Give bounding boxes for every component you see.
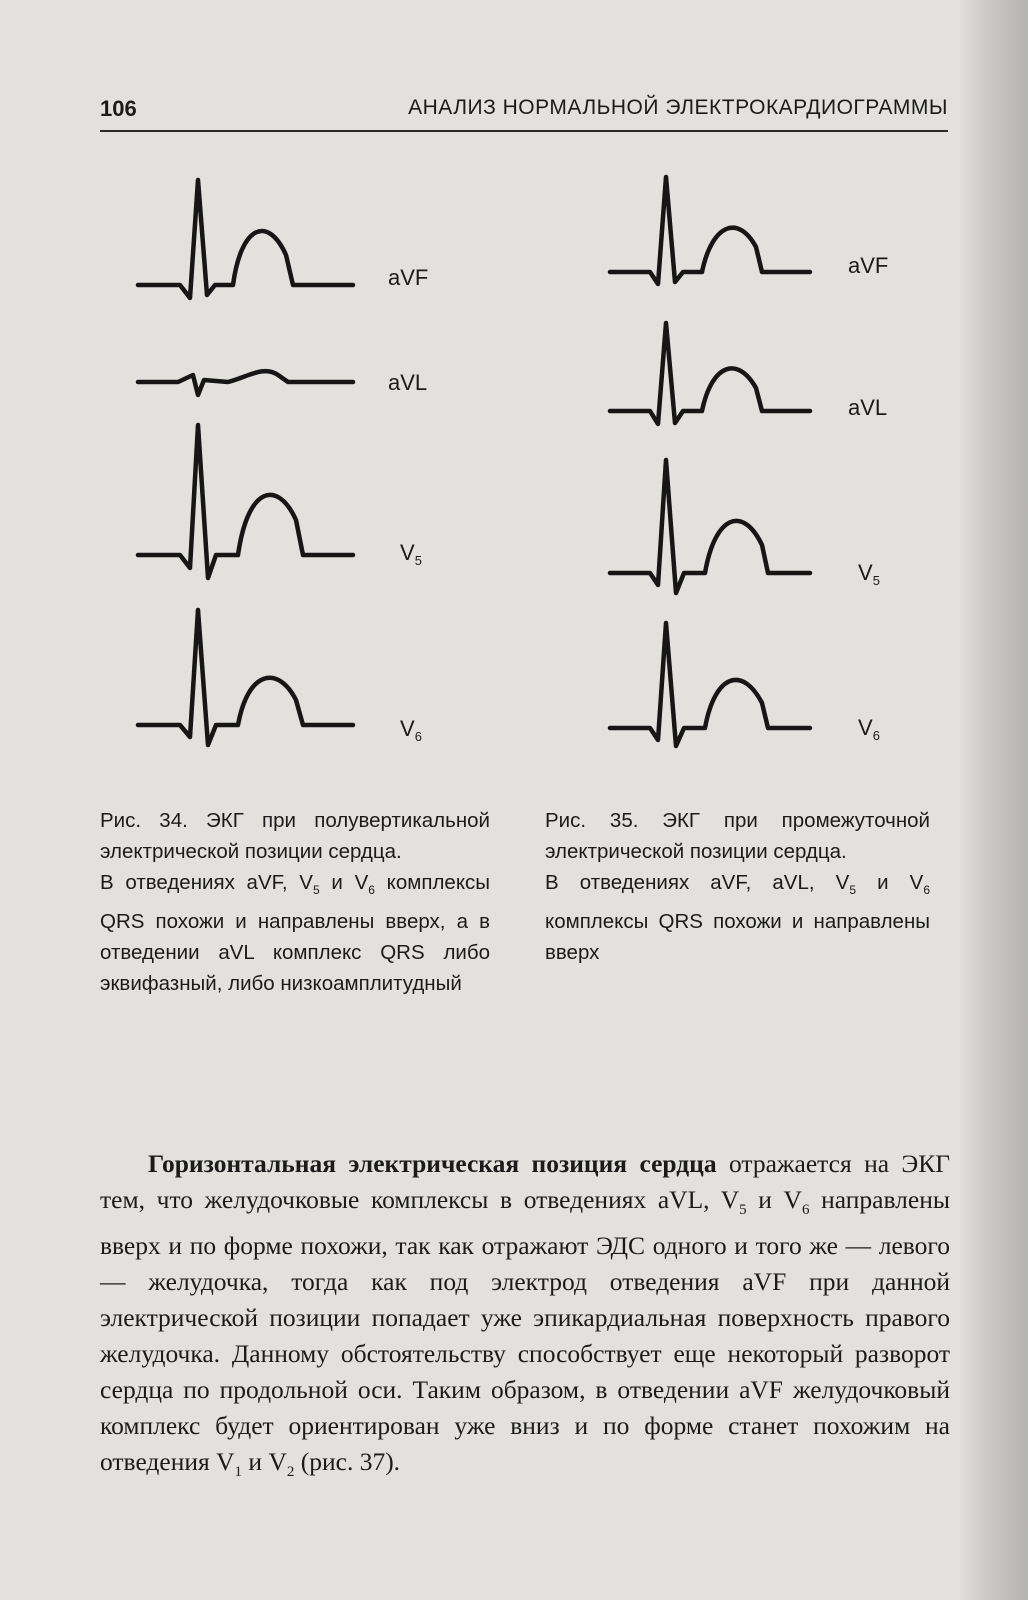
fig34-ecg-avl [138,365,358,405]
fig35-ecg-v5 [610,455,820,605]
fig35-caption-text: В отведениях aVF, aVL, $V_5$ и $V_6$ комплексы QRS похожи и направлены вверх [545,871,930,964]
fig35-ecg-avf [610,172,820,292]
fig34-ecg-v5 [138,420,358,590]
fig34-label-avf: aVF [388,265,429,290]
fig34-label-v6: $V_6$ [400,716,422,744]
fig35-ecg-avl [610,318,820,438]
page-number: 106 [100,96,137,121]
fig34-caption-title: Рис. 34. ЭКГ при полувертикальной электрической позиции сердца. [100,809,490,863]
running-title: АНАЛИЗ НОРМАЛЬНОЙ ЭЛЕКТРОКАРДИОГРАММЫ [408,96,948,119]
fig34-label-v5: $V_5$ [400,540,422,568]
fig35-caption [545,805,930,968]
body-paragraph: Горизонтальная электрическая позиция сердца отражается на ЭКГ тем, что желудочковые комплексы в отведениях aVL, $V_5$ и $V_6$ направлены вверх и по форме похожи, так как отражают ЭДС одного и того же — левого — желудочка, тогда как под электрод отведения aVF при данной электрической позиции попадает уже эпикардиальная поверхность правого желудочка. Данному обстоятельству способствует еще некоторый разворот сердца по продольной оси. Таким образом, в отведении aVF желудочковый комплекс будет ориентирован уже вниз и по форме станет похожим на отведения $V_1$ и $V_2$ (рис. 37). [100,1149,950,1480]
fig35-label-v6: $V_6$ [858,715,880,743]
fig34-label-avl: aVL [388,370,428,395]
fig35-label-v5: $V_5$ [858,560,880,588]
fig34-caption [100,805,490,999]
fig35-caption-title: Рис. 35. ЭКГ при промежуточной электрической позиции сердца. [545,809,930,863]
fig34-caption-text: В отведениях aVF, $V_5$ и $V_6$ комплексы QRS похожи и направлены вверх, а в отведении aVL комплекс QRS либо эквифазный, либо низкоамплитудный [100,871,491,995]
fig35-label-avf: aVF [848,253,889,278]
fig34-ecg-v6 [138,605,358,755]
fig34-ecg-avf [138,175,358,310]
fig35-label-avl: aVL [848,395,888,420]
fig35-ecg-v6 [610,618,820,758]
body-bold-term: Горизонтальная электрическая позиция сердца [148,1149,717,1178]
page-header [100,90,948,132]
page-edge-shadow [958,0,1028,1600]
